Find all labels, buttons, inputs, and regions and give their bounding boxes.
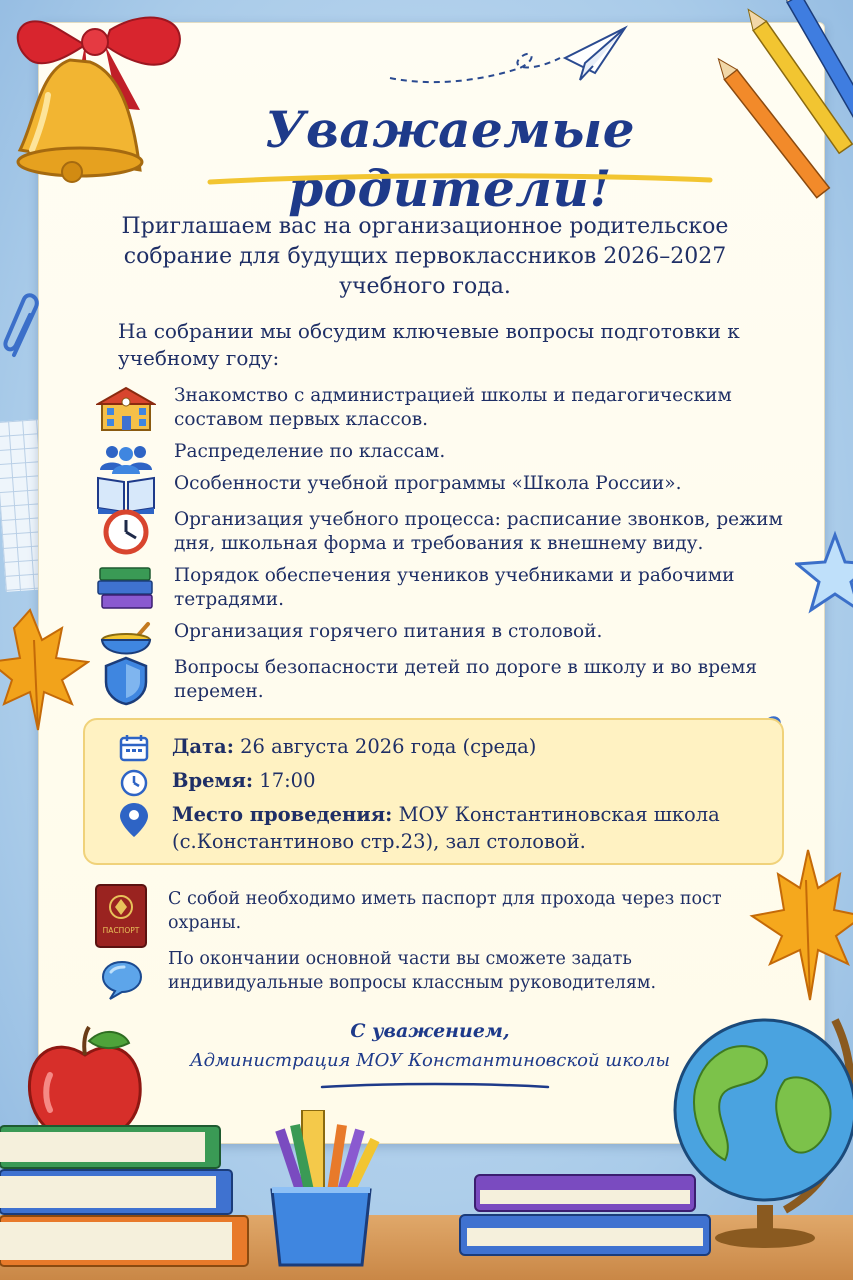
agenda-item-text: Вопросы безопасности детей по дороге в школу и во время перемен. — [174, 657, 758, 702]
event-time — [172, 768, 315, 794]
paper-plane-icon — [380, 18, 640, 98]
paperclip-icon — [0, 285, 50, 365]
agenda-item-text: Организация учебного процесса: расписание звонков, режим дня, школьная форма и требования к внешнему виду. — [174, 509, 783, 554]
books-stack-icon — [0, 1118, 260, 1280]
agenda-lead: На собрании мы обсудим ключевые вопросы подготовки к учебному году: — [118, 319, 740, 370]
agenda-item-text: Особенности учебной программы «Школа России». — [174, 473, 682, 494]
calendar-icon — [118, 733, 150, 763]
chat-bubble-icon — [100, 958, 144, 1002]
agenda-item-text: Знакомство с администрацией школы и педагогическим составом первых классов. — [174, 385, 732, 430]
time-value: 17:00 — [259, 769, 316, 792]
agenda-item-text: Распределение по классам. — [174, 441, 446, 462]
place-label: Место проведения: — [172, 803, 393, 826]
star-icon — [795, 530, 853, 620]
location-pin-icon — [118, 801, 150, 839]
school-icon — [96, 384, 156, 434]
note-questions: По окончании основной части вы сможете задать индивидуальные вопросы классным руководителям. — [168, 949, 657, 993]
time-label: Время: — [172, 769, 254, 792]
event-date — [172, 734, 536, 760]
signature-greeting: С уважением, — [350, 1020, 510, 1042]
event-place-line2: (с.Константиново стр.23), зал столовой. — [172, 830, 586, 853]
pencil-cup-icon — [250, 1110, 400, 1270]
signature-underline — [320, 1080, 550, 1094]
shield-icon — [96, 656, 156, 706]
signature-author: Администрация МОУ Константиновской школы — [189, 1050, 671, 1071]
clock-icon — [96, 508, 156, 558]
note-passport: С собой необходимо иметь паспорт для прохода через пост охраны. — [168, 889, 722, 933]
books-stack-icon — [96, 564, 156, 614]
passport-icon — [92, 883, 150, 951]
passport-label: ПАСПОРТ — [102, 926, 140, 935]
agenda-item-text: Организация горячего питания в столовой. — [174, 621, 603, 642]
page-title: Уважаемые родители! — [264, 100, 636, 218]
event-place — [172, 802, 720, 828]
intro-text: Приглашаем вас на организационное родительское собрание для будущих первоклассников 2026–2027 учебного года. — [121, 214, 729, 299]
date-label: Дата: — [172, 735, 234, 758]
maple-leaf-icon — [0, 600, 90, 740]
title-underline — [205, 170, 715, 190]
agenda-item-text: Порядок обеспечения учеников учебниками и рабочими тетрадями. — [174, 565, 735, 610]
date-value: 26 августа 2026 года (среда) — [240, 735, 537, 758]
clock-icon — [118, 767, 150, 799]
place-value: МОУ Константиновская школа — [398, 803, 720, 826]
